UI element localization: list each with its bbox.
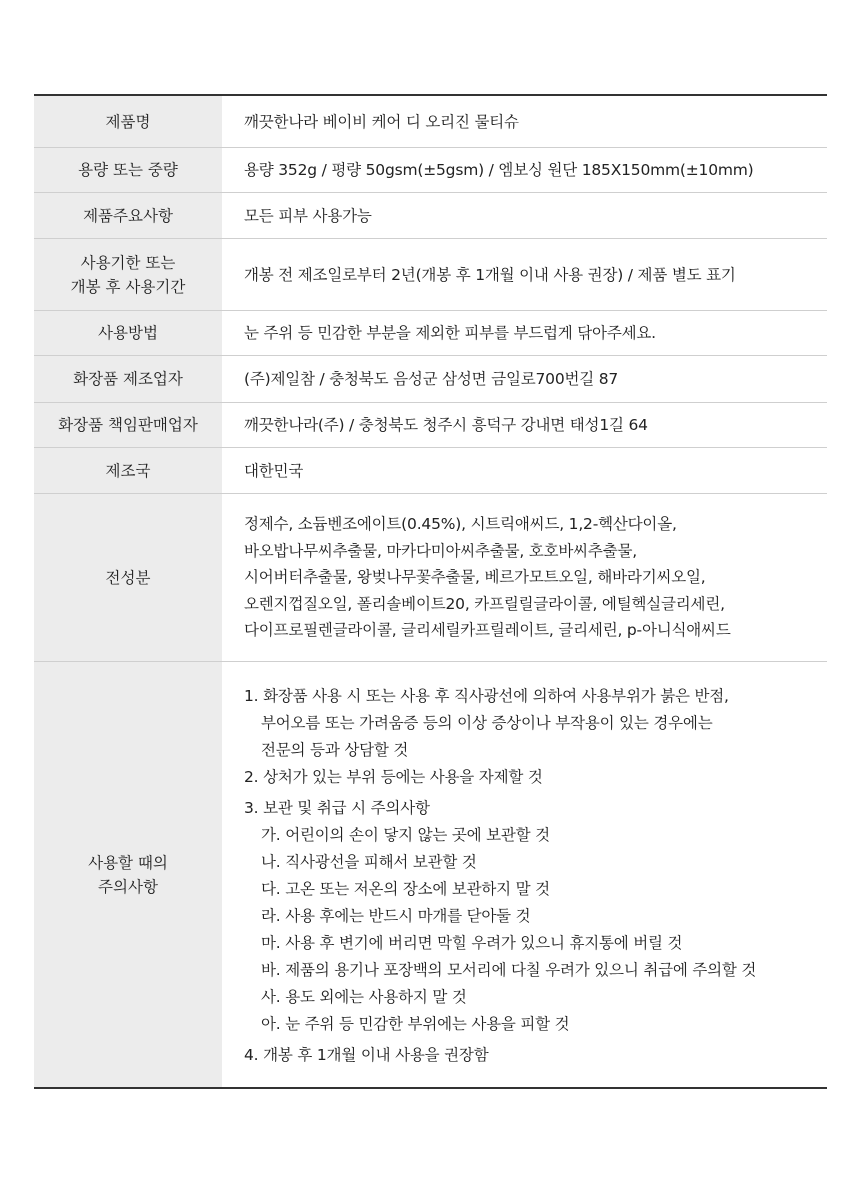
caution-line: 다. 고온 또는 저온의 장소에 보관하지 말 것 (261, 879, 550, 898)
product-info-table (34, 94, 827, 1089)
row-usage (34, 311, 827, 356)
label-cell (34, 403, 222, 448)
row-capacity (34, 148, 827, 193)
label-cell (34, 494, 222, 662)
row-label: 제조국 (105, 461, 151, 480)
ingredients-line: 오렌지껍질오일, 폴리솔베이트20, 카프릴릴글라이콜, 에틸헥실글리세린, (244, 594, 725, 613)
row-main-notes (34, 193, 827, 239)
value-cell (222, 403, 827, 448)
ingredients-line: 바오밥나무씨추출물, 마카다미아씨추출물, 호호바씨추출물, (244, 541, 637, 560)
caution-line: 전문의 등과 상담할 것 (261, 740, 409, 759)
row-value: 대한민국 (244, 461, 304, 480)
row-distributor (34, 403, 827, 448)
ingredients-line: 시어버터추출물, 왕벚나무꽃추출물, 베르가모트오일, 해바라기씨오일, (244, 568, 706, 587)
caution-line: 1. 화장품 사용 시 또는 사용 후 직사광선에 의하여 사용부위가 붉은 반점, (244, 686, 729, 705)
row-value: (주)제일참 / 충청북도 음성군 삼성면 금일로700번길 87 (244, 370, 619, 388)
caution-line: 4. 개봉 후 1개월 이내 사용을 권장함 (244, 1045, 489, 1064)
caution-line: 사. 용도 외에는 사용하지 말 것 (261, 987, 467, 1006)
row-value: 눈 주위 등 민감한 부분을 제외한 피부를 부드럽게 닦아주세요. (244, 324, 656, 342)
value-cell (222, 494, 827, 662)
row-value: 개봉 전 제조일로부터 2년(개봉 후 1개월 이내 사용 권장) / 제품 별도 표기 (244, 265, 736, 284)
label-cell (34, 662, 222, 1089)
row-label: 사용기한 또는 (80, 253, 176, 272)
caution-list (244, 675, 817, 1075)
label-cell (34, 239, 222, 311)
value-cell (222, 239, 827, 311)
row-expiry (34, 239, 827, 311)
row-value: 용량 352g / 평량 50gsm(±5gsm) / 엠보싱 원단 185X150mm(±10mm) (244, 161, 754, 179)
label-cell (34, 356, 222, 403)
caution-line: 바. 제품의 용기나 포장백의 모서리에 다칠 우려가 있으니 취급에 주의할 것 (261, 960, 757, 979)
row-product-name (34, 95, 827, 148)
caution-line: 부어오름 또는 가려움증 등의 이상 증상이나 부작용이 있는 경우에는 (261, 713, 713, 732)
value-cell (222, 95, 827, 148)
value-cell (222, 311, 827, 356)
caution-line: 나. 직사광선을 피해서 보관할 것 (261, 852, 477, 871)
row-label: 주의사항 (98, 877, 158, 896)
caution-line: 가. 어린이의 손이 닿지 않는 곳에 보관할 것 (261, 825, 550, 844)
row-value: 깨끗한나라(주) / 충청북도 청주시 흥덕구 강내면 태성1길 64 (244, 416, 648, 434)
caution-line: 3. 보관 및 취급 시 주의사항 (244, 798, 430, 817)
row-ingredients (34, 494, 827, 662)
row-cautions (34, 662, 827, 1089)
label-cell (34, 95, 222, 148)
row-label: 제품명 (105, 112, 151, 131)
row-label: 화장품 책임판매업자 (58, 416, 198, 434)
caution-line: 아. 눈 주위 등 민감한 부위에는 사용을 피할 것 (261, 1014, 570, 1033)
value-cell (222, 148, 827, 193)
row-label: 용량 또는 중량 (78, 161, 178, 179)
label-cell (34, 148, 222, 193)
value-cell (222, 356, 827, 403)
row-label: 개봉 후 사용기간 (70, 277, 186, 296)
row-country (34, 448, 827, 494)
value-cell (222, 448, 827, 494)
caution-line: 2. 상처가 있는 부위 등에는 사용을 자제할 것 (244, 767, 543, 786)
ingredients-line: 다이프로필렌글라이콜, 글리세릴카프릴레이트, 글리세린, p-아니식애씨드 (244, 621, 731, 640)
row-value: 모든 피부 사용가능 (244, 206, 372, 225)
row-label: 화장품 제조업자 (73, 370, 183, 388)
row-manufacturer (34, 356, 827, 403)
label-cell (34, 193, 222, 239)
ingredients-line: 정제수, 소듐벤조에이트(0.45%), 시트릭애씨드, 1,2-헥산다이올, (244, 515, 677, 534)
value-cell (222, 662, 827, 1089)
row-label: 제품주요사항 (83, 206, 173, 225)
caution-line: 마. 사용 후 변기에 버리면 막힐 우려가 있으니 휴지통에 버릴 것 (261, 933, 683, 952)
row-value: 깨끗한나라 베이비 케어 디 오리진 물티슈 (244, 112, 519, 131)
row-label: 사용할 때의 (88, 853, 168, 872)
row-label: 사용방법 (98, 324, 158, 342)
value-cell (222, 193, 827, 239)
label-cell (34, 311, 222, 356)
caution-line: 라. 사용 후에는 반드시 마개를 닫아둘 것 (261, 906, 531, 925)
row-label: 전성분 (105, 568, 151, 587)
label-cell (34, 448, 222, 494)
